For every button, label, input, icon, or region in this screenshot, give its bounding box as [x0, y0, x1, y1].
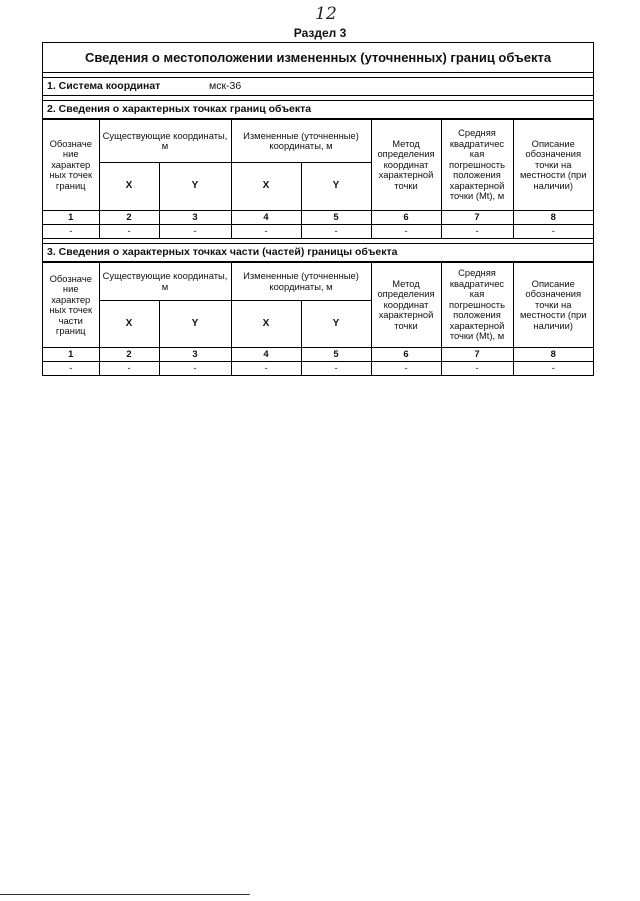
col-error: Средняя квадратичес кая погрешность положения характерной точки (Mt), м [441, 120, 513, 211]
col-existing-y: Y [159, 301, 231, 348]
column-number: 7 [441, 211, 513, 225]
page-number: 12 [315, 4, 337, 24]
empty-cell: - [441, 225, 513, 239]
main-header: Сведения о местоположении измененных (уточненных) границ объекта [43, 43, 593, 73]
col-existing-y: Y [159, 163, 231, 211]
column-number: 6 [371, 348, 441, 362]
empty-cell: - [99, 225, 159, 239]
empty-cell: - [301, 225, 371, 239]
empty-cell: - [43, 362, 99, 376]
column-number: 2 [99, 211, 159, 225]
col-error: Средняя квадратичес кая погрешность положения характерной точки (Mt), м [441, 263, 513, 348]
col-changed-x: X [231, 301, 301, 348]
col-method: Метод определения координат характерной точки [371, 263, 441, 348]
coord-system-label: 1. Система координат [47, 80, 161, 92]
column-number: 4 [231, 348, 301, 362]
coord-system-row [43, 78, 593, 96]
column-number: 1 [43, 348, 99, 362]
section2-table [43, 119, 593, 238]
column-number: 7 [441, 348, 513, 362]
empty-cell: - [43, 225, 99, 239]
section2-header: 2. Сведения о характерных точках границ объекта [43, 101, 593, 119]
col-changed-coords: Измененные (уточненные) координаты, м [231, 120, 371, 163]
column-numbers-row [43, 348, 593, 362]
column-number: 4 [231, 211, 301, 225]
column-number: 3 [159, 348, 231, 362]
empty-cell: - [371, 362, 441, 376]
coord-system-value: мск-36 [209, 80, 242, 92]
col-existing-x: X [99, 301, 159, 348]
column-number: 8 [513, 348, 593, 362]
column-number: 5 [301, 348, 371, 362]
col-existing-coords: Существующие координаты, м [99, 263, 231, 301]
empty-cell: - [441, 362, 513, 376]
empty-cell: - [513, 362, 593, 376]
col-changed-x: X [231, 163, 301, 211]
empty-data-row [43, 362, 593, 376]
empty-cell: - [301, 362, 371, 376]
empty-data-row [43, 225, 593, 239]
column-number: 1 [43, 211, 99, 225]
scan-edge-line [0, 894, 250, 895]
empty-cell: - [99, 362, 159, 376]
col-point-designation: Обозначе ние характер ных точек границ [43, 120, 99, 211]
empty-cell: - [513, 225, 593, 239]
column-number: 3 [159, 211, 231, 225]
section3-header: 3. Сведения о характерных точках части (частей) границы объекта [43, 244, 593, 262]
empty-cell: - [231, 225, 301, 239]
col-description: Описание обозначения точки на местности (при наличии) [513, 263, 593, 348]
column-number: 6 [371, 211, 441, 225]
column-number: 8 [513, 211, 593, 225]
col-changed-coords: Измененные (уточненные) координаты, м [231, 263, 371, 301]
empty-cell: - [231, 362, 301, 376]
column-number: 5 [301, 211, 371, 225]
col-changed-y: Y [301, 301, 371, 348]
column-number: 2 [99, 348, 159, 362]
empty-cell: - [371, 225, 441, 239]
column-numbers-row [43, 211, 593, 225]
col-changed-y: Y [301, 163, 371, 211]
empty-cell: - [159, 362, 231, 376]
col-point-designation: Обозначе ние характер ных точек части границ [43, 263, 99, 348]
section3-table [43, 262, 593, 375]
col-existing-coords: Существующие координаты, м [99, 120, 231, 163]
section-title: Раздел 3 [293, 26, 347, 40]
col-existing-x: X [99, 163, 159, 211]
boundary-form [42, 42, 594, 376]
col-description: Описание обозначения точки на местности (при наличии) [513, 120, 593, 211]
empty-cell: - [159, 225, 231, 239]
col-method: Метод определения координат характерной точки [371, 120, 441, 211]
